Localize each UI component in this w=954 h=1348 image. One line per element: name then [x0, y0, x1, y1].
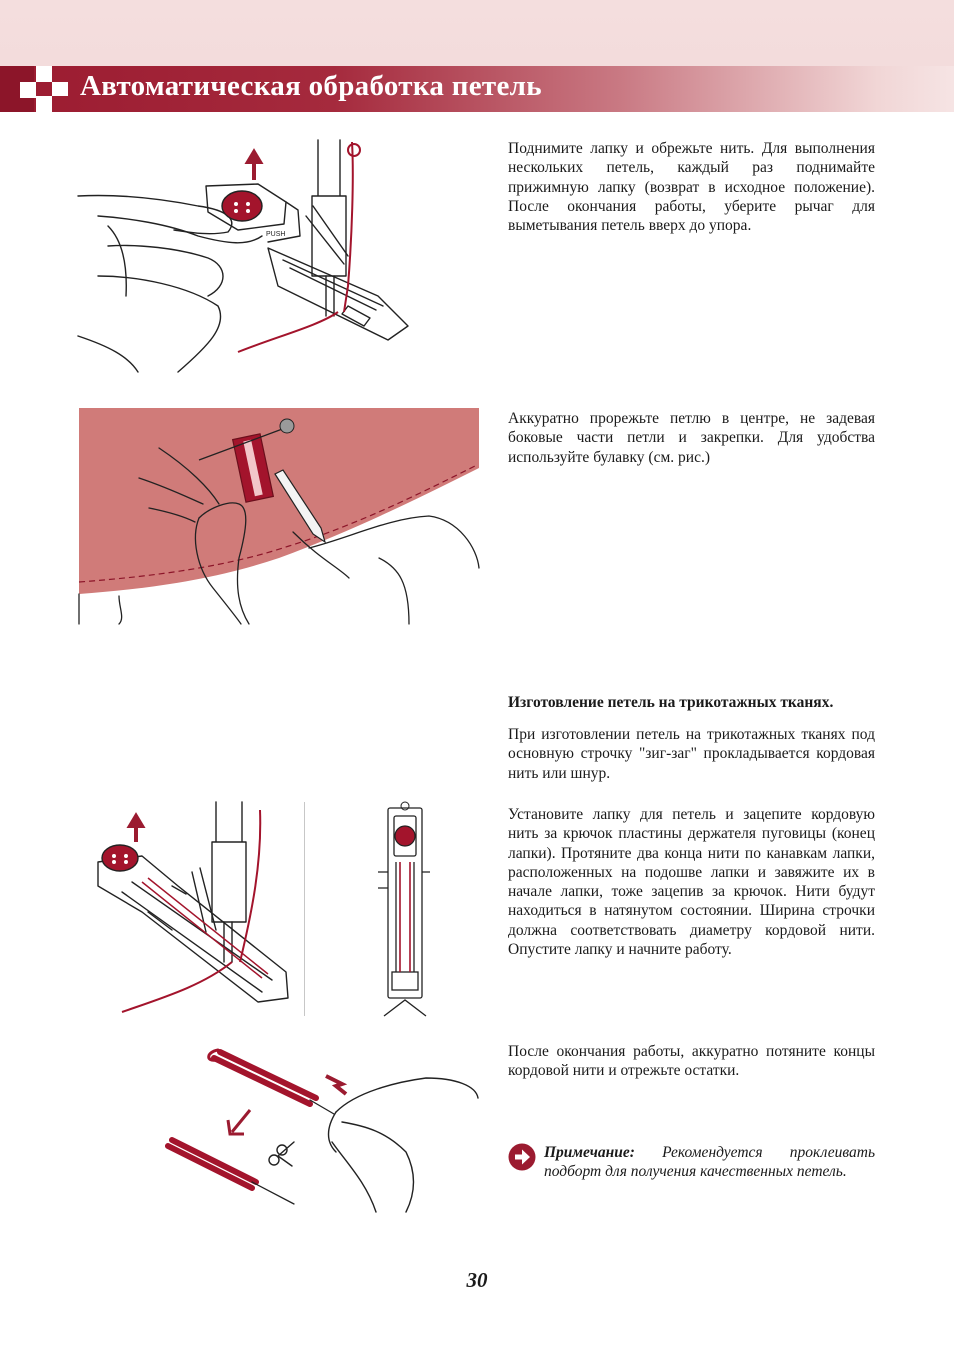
paragraph-knit-intro: При изготовлении петель на трикотажных тканях под основную строчку "зиг-заг" прокладывается кордовая нить или шнур. [508, 726, 875, 782]
figure-foot-top-view [374, 802, 438, 1016]
note [544, 1143, 875, 1182]
figure-divider [304, 802, 305, 1016]
figure-cut-buttonhole [79, 408, 479, 624]
paragraph-knit-finish: После окончания работы, аккуратно потяните концы кордовой нити и отрежьте остатки. [508, 1043, 875, 1080]
figure-trim-cord [166, 1042, 478, 1212]
page-title: Автоматическая обработка петель [80, 70, 542, 102]
note-text: Рекомендуется проклеивать подборт для получения качественных петель. [544, 1144, 875, 1181]
paragraph-cut-buttonhole: Аккуратно прорежьте петлю в центре, не задевая боковые части петли и закрепки. Для удобства используйте булавку (см. рис.) [508, 410, 875, 466]
page-number: 30 [466, 1268, 488, 1292]
note-label: Примечание: [544, 1144, 635, 1161]
figure-cord-foot [82, 802, 292, 1014]
section-heading-knit: Изготовление петель на трикотажных тканях. [508, 694, 834, 711]
figure-raise-foot [78, 136, 418, 372]
header-squares-icon [0, 66, 72, 112]
arrow-right-circle-icon [508, 1143, 536, 1171]
push-label: PUSH [266, 231, 286, 238]
top-band [0, 0, 954, 66]
paragraph-cut-thread: Поднимите лапку и обрежьте нить. Для выполнения нескольких петель, каждый раз поднимайте прижимную лапку (возврат в исходное положение). После окончания работы, уберите рычаг для выметывания петель вверх до упора. [508, 140, 875, 235]
paragraph-knit-setup: Установите лапку для петель и зацепите кордовую нить за крючок пластины держателя пуговицы (конец лапки). Протяните два конца нити по канавкам лапки, расположенных на подошве лапки и завяжите их в начале лапки, тоже зацепив за крючок. Нити будут находиться в натянутом состоянии. Ширина строчки должна соответствовать диаметру кордовой нити. Опустите лапку и начните работу. [508, 806, 875, 959]
